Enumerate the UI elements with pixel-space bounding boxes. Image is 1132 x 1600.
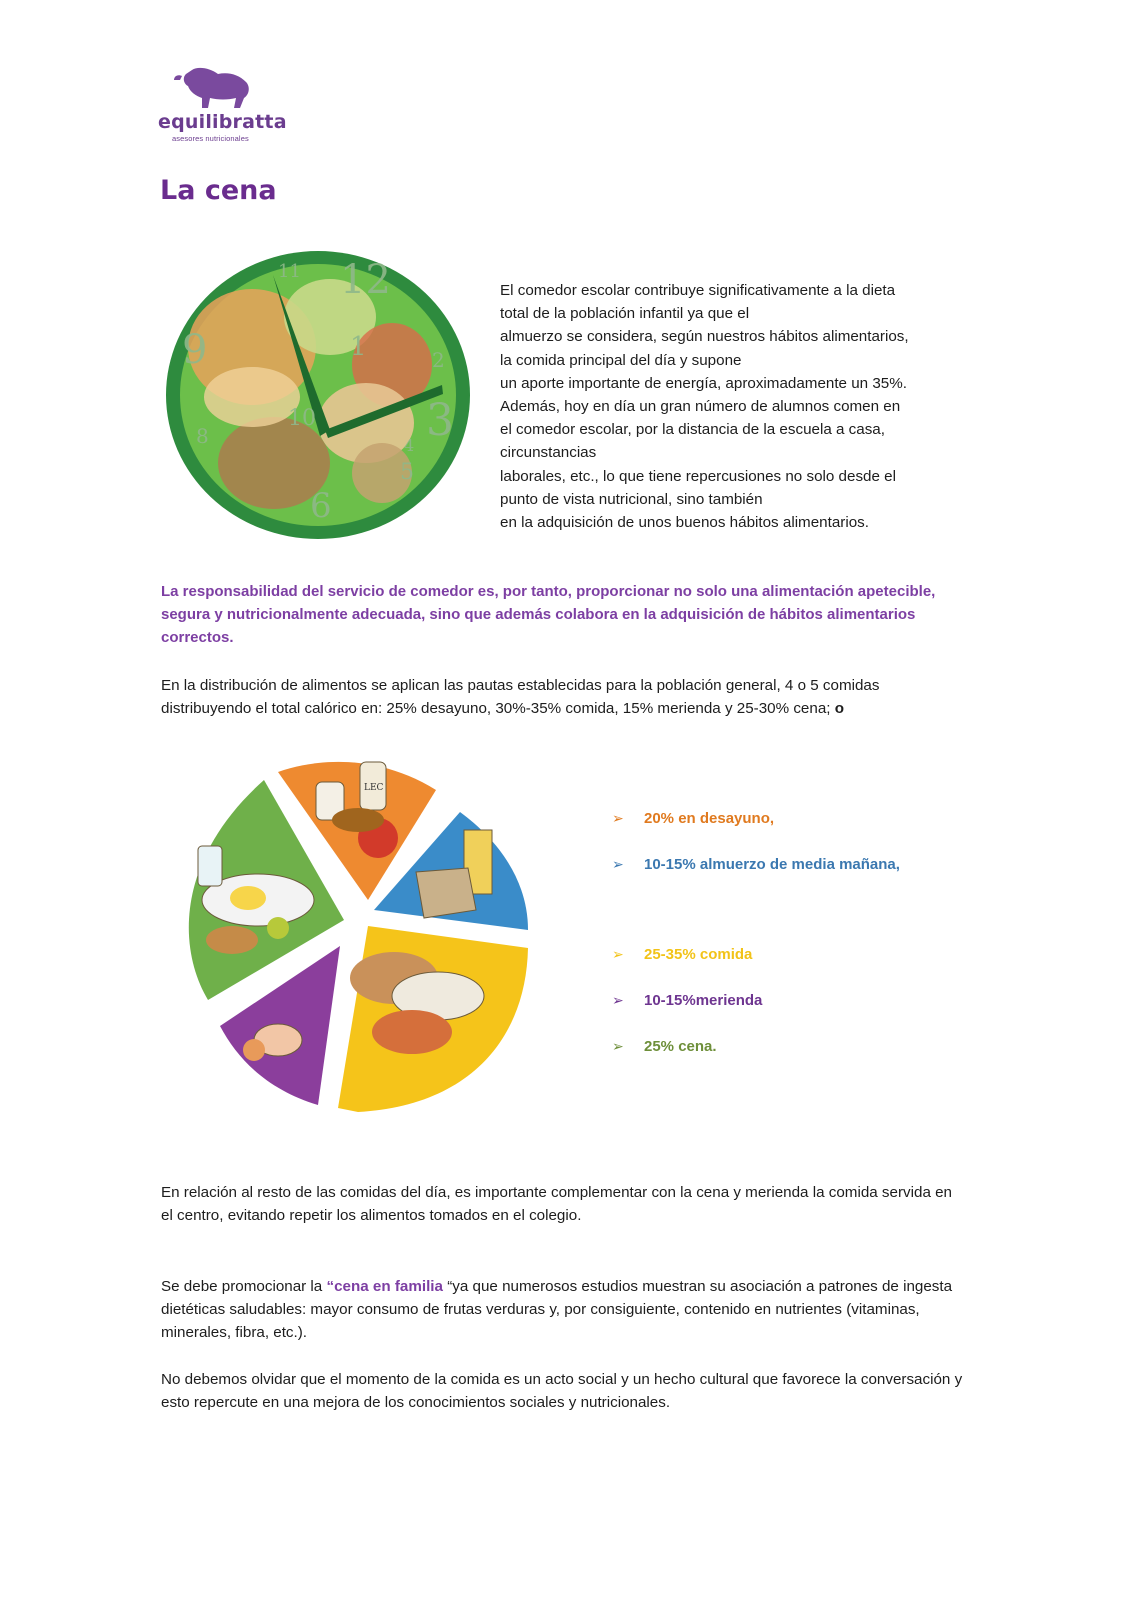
meal-bullet-label: 10-15%merienda xyxy=(644,992,763,1009)
meal-bullet xyxy=(612,1038,717,1055)
meal-bullet-label: 25% cena. xyxy=(644,1038,717,1055)
clock-number: 11 xyxy=(278,261,301,282)
arrow-bullet-icon: ➢ xyxy=(612,946,624,962)
intro-line: la comida principal del día y supone xyxy=(500,351,742,369)
meal-bullet-label: 10-15% almuerzo de media mañana, xyxy=(644,856,900,873)
logo-tagline: asesores nutricionales xyxy=(172,134,249,143)
intro-line: punto de vista nutricional, sino también xyxy=(500,490,763,508)
clock-number: 9 xyxy=(182,327,208,373)
intro-line: en la adquisición de unos buenos hábitos alimentarios. xyxy=(500,514,869,532)
arrow-bullet-icon: ➢ xyxy=(612,810,624,826)
plate-label: LEC xyxy=(364,783,384,793)
clock-number: 2 xyxy=(432,348,445,372)
arrow-bullet-icon: ➢ xyxy=(612,856,624,872)
clock-number: 3 xyxy=(426,395,454,446)
responsibility-highlight: La responsabilidad del servicio de comedor es, por tanto, proporcionar no solo una alimentación apetecible, segura y nutricionalmente adecuada, sino que además colabora en la adquisición de hábitos alimentarios correctos. xyxy=(161,583,936,647)
meal-bullet-label: 20% en desayuno, xyxy=(644,810,775,827)
clock-number: 6 xyxy=(310,486,332,526)
clock-number: 1 xyxy=(350,332,367,362)
promo-text-before: Se debe promocionar la xyxy=(161,1278,327,1295)
clock-number: 8 xyxy=(196,424,209,448)
promo-text-after: “ya que numerosos estudios muestran su asociación a patrones de ingesta dietéticas saludables: mayor consumo de frutas verduras y, por consiguiente, contenido en nutrientes (vitaminas, minerales, fibra, etc.). xyxy=(161,1278,953,1342)
family-dinner-paragraph xyxy=(161,1275,961,1345)
intro-line: Además, hoy en día un gran número de alumnos comen en xyxy=(500,398,901,416)
relation-paragraph: En relación al resto de las comidas del día, es importante complementar con la cena y merienda la comida servida en el centro, evitando repetir los alimentos tomados en el colegio. xyxy=(161,1184,953,1225)
arrow-bullet-icon: ➢ xyxy=(612,992,624,1008)
clock-number: 10 xyxy=(288,406,316,431)
arrow-bullet-icon: ➢ xyxy=(612,1038,624,1054)
distribution-paragraph xyxy=(161,674,961,720)
clock-number: 5 xyxy=(400,460,414,485)
intro-paragraph xyxy=(500,279,980,534)
logo-wordmark: equilibratta xyxy=(158,111,287,133)
bison-logo-icon xyxy=(158,64,278,114)
page-title: La cena xyxy=(160,175,277,206)
meal-bullet xyxy=(612,810,774,827)
intro-line: laborales, etc., lo que tiene repercusiones no solo desde el xyxy=(500,467,896,485)
clock-number: 12 xyxy=(340,257,391,303)
clock-number: 4 xyxy=(404,436,415,455)
intro-line: El comedor escolar contribuye significativamente a la dieta xyxy=(500,282,896,299)
promo-emphasis: “cena en familia xyxy=(326,1278,448,1295)
meal-bullet-label: 25-35% comida xyxy=(644,946,753,963)
distribution-text: En la distribución de alimentos se aplican las pautas establecidas para la población general, 4 o 5 comidas distribuyendo el total calórico en: 25% desayuno, 30%-35% comida, 15% merienda y 25-30% cena; xyxy=(161,677,880,718)
intro-line: total de la población infantil ya que el xyxy=(500,305,750,323)
meal-bullet xyxy=(612,992,762,1009)
equilibratta-logo xyxy=(158,64,287,148)
social-paragraph: No debemos olvidar que el momento de la comida es un acto social y un hecho cultural que favorece la conversación y esto repercute en una mejora de los conocimientos sociales y nutricionales. xyxy=(161,1371,963,1412)
distribution-bold: o xyxy=(834,700,844,718)
intro-line: circunstancias xyxy=(500,444,597,462)
intro-line: almuerzo se considera, según nuestros hábitos alimentarios, xyxy=(500,328,909,346)
meal-bullet xyxy=(612,856,900,873)
intro-line: el comedor escolar, por la distancia de la escuela a casa, xyxy=(500,421,885,439)
intro-line: un aporte importante de energía, aproximadamente un 35%. xyxy=(500,374,907,392)
meal-bullet xyxy=(612,946,752,963)
clock-illustration xyxy=(160,247,478,545)
food-plate-illustration xyxy=(168,750,553,1130)
